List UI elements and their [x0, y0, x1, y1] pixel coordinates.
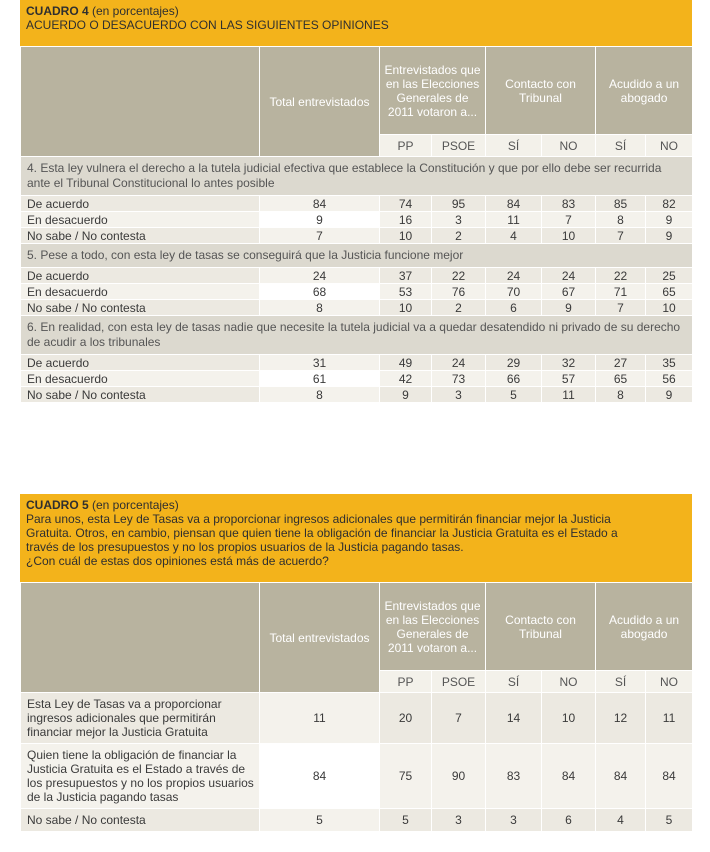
row-value: 12 — [596, 693, 646, 744]
row-value: 7 — [432, 693, 486, 744]
row-value: 84 — [596, 744, 646, 809]
row-value: 42 — [380, 371, 432, 387]
header-no-contact: NO — [542, 671, 596, 693]
header-contact: Contacto con Tribunal — [486, 583, 596, 671]
header-psoe: PSOE — [432, 135, 486, 157]
cuadro-5-text-3: través de los presupuestos y no los propios usuarios de la Justicia pagando tasas. — [26, 540, 464, 554]
header-contact: Contacto con Tribunal — [486, 47, 596, 135]
row-value: 70 — [486, 284, 542, 300]
row-value: 83 — [542, 196, 596, 212]
row-label: No sabe / No contesta — [21, 228, 260, 244]
row-value: 5 — [260, 809, 380, 832]
row-value: 84 — [486, 196, 542, 212]
row-value: 75 — [380, 744, 432, 809]
row-value: 3 — [486, 809, 542, 832]
header-si-contact: SÍ — [486, 671, 542, 693]
question-row — [21, 244, 693, 268]
row-value: 9 — [646, 387, 693, 403]
question-row — [21, 157, 693, 196]
cuadro-4-table — [20, 46, 693, 403]
row-value: 66 — [486, 371, 542, 387]
row-value: 9 — [646, 212, 693, 228]
row-value: 37 — [380, 268, 432, 284]
table-row — [21, 371, 693, 387]
table-row — [21, 809, 693, 832]
row-value: 57 — [542, 371, 596, 387]
row-value: 4 — [486, 228, 542, 244]
row-value: 56 — [646, 371, 693, 387]
cuadro-4-caption — [20, 0, 692, 46]
row-value: 32 — [542, 355, 596, 371]
row-value: 65 — [596, 371, 646, 387]
row-value: 2 — [432, 300, 486, 316]
row-value: 24 — [432, 355, 486, 371]
row-value: 10 — [380, 300, 432, 316]
header-voters: Entrevistados que en las Elecciones Generales de 2011 votaron a... — [380, 47, 486, 135]
row-value: 7 — [596, 228, 646, 244]
row-value: 11 — [542, 387, 596, 403]
row-value: 10 — [646, 300, 693, 316]
row-label: Quien tiene la obligación de financiar la Justicia Gratuita es el Estado a través de los presupuestos y no los propios usuarios de la Justicia pagando tasas — [21, 744, 260, 809]
row-value: 16 — [380, 212, 432, 228]
row-value: 10 — [542, 693, 596, 744]
row-value: 5 — [646, 809, 693, 832]
row-value: 73 — [432, 371, 486, 387]
row-label: De acuerdo — [21, 355, 260, 371]
row-value: 5 — [486, 387, 542, 403]
row-value: 2 — [432, 228, 486, 244]
header-no-lawyer: NO — [646, 135, 693, 157]
question-text: 4. Esta ley vulnera el derecho a la tutela judicial efectiva que establece la Constitución y que por ello debe ser recurrida ante el Tribunal Constitucional lo antes posible — [21, 157, 693, 196]
row-value: 61 — [260, 371, 380, 387]
header-blank — [21, 583, 260, 693]
table-row — [21, 744, 693, 809]
row-value: 7 — [260, 228, 380, 244]
question-text: 5. Pese a todo, con esta ley de tasas se conseguirá que la Justicia funcione mejor — [21, 244, 693, 268]
cuadro-5-question: ¿Con cuál de estas dos opiniones está más de acuerdo? — [26, 554, 329, 568]
header-pp: PP — [380, 671, 432, 693]
row-value: 8 — [596, 212, 646, 228]
row-value: 74 — [380, 196, 432, 212]
header-si-lawyer: SÍ — [596, 135, 646, 157]
table-row — [21, 196, 693, 212]
row-label: Esta Ley de Tasas va a proporcionar ingresos adicionales que permitirán financiar mejor la Justicia Gratuita — [21, 693, 260, 744]
row-value: 14 — [486, 693, 542, 744]
cuadro-5-text-1: Para unos, esta Ley de Tasas va a proporcionar ingresos adicionales que permitirán financiar mejor la Justicia — [26, 512, 611, 526]
row-value: 49 — [380, 355, 432, 371]
cuadro-4-title-note: (en porcentajes) — [88, 4, 179, 18]
row-value: 8 — [260, 387, 380, 403]
header-no-lawyer: NO — [646, 671, 693, 693]
row-value: 10 — [542, 228, 596, 244]
row-value: 22 — [596, 268, 646, 284]
row-value: 84 — [646, 744, 693, 809]
row-label: En desacuerdo — [21, 212, 260, 228]
row-value: 7 — [542, 212, 596, 228]
row-value: 31 — [260, 355, 380, 371]
table-row — [21, 284, 693, 300]
row-value: 3 — [432, 212, 486, 228]
row-value: 9 — [380, 387, 432, 403]
row-value: 11 — [646, 693, 693, 744]
cuadro-5 — [20, 494, 692, 832]
table-row — [21, 693, 693, 744]
row-value: 8 — [260, 300, 380, 316]
table-row — [21, 387, 693, 403]
row-value: 82 — [646, 196, 693, 212]
cuadro-4 — [20, 0, 692, 403]
row-value: 95 — [432, 196, 486, 212]
row-value: 84 — [260, 196, 380, 212]
row-value: 68 — [260, 284, 380, 300]
row-value: 5 — [380, 809, 432, 832]
row-value: 53 — [380, 284, 432, 300]
table-row — [21, 212, 693, 228]
row-value: 3 — [432, 387, 486, 403]
header-si-lawyer: SÍ — [596, 671, 646, 693]
row-value: 3 — [432, 809, 486, 832]
header-lawyer: Acudido a un abogado — [596, 583, 693, 671]
header-voters: Entrevistados que en las Elecciones Generales de 2011 votaron a... — [380, 583, 486, 671]
row-value: 9 — [542, 300, 596, 316]
row-label: En desacuerdo — [21, 284, 260, 300]
row-value: 35 — [646, 355, 693, 371]
row-value: 85 — [596, 196, 646, 212]
row-value: 76 — [432, 284, 486, 300]
header-total: Total entrevistados — [260, 583, 380, 693]
row-value: 24 — [486, 268, 542, 284]
row-label: De acuerdo — [21, 196, 260, 212]
row-value: 9 — [260, 212, 380, 228]
cuadro-4-subtitle: ACUERDO O DESACUERDO CON LAS SIGUIENTES OPINIONES — [26, 18, 389, 32]
row-value: 20 — [380, 693, 432, 744]
header-psoe: PSOE — [432, 671, 486, 693]
row-value: 11 — [486, 212, 542, 228]
row-value: 67 — [542, 284, 596, 300]
header-lawyer: Acudido a un abogado — [596, 47, 693, 135]
row-label: No sabe / No contesta — [21, 300, 260, 316]
row-value: 84 — [260, 744, 380, 809]
row-value: 25 — [646, 268, 693, 284]
header-blank — [21, 47, 260, 157]
table-row — [21, 355, 693, 371]
row-value: 90 — [432, 744, 486, 809]
cuadro-5-text-2: Gratuita. Otros, en cambio, piensan que quien tiene la obligación de financiar la Justicia Gratuita es el Estado a — [26, 526, 618, 540]
header-total: Total entrevistados — [260, 47, 380, 157]
row-value: 9 — [646, 228, 693, 244]
header-pp: PP — [380, 135, 432, 157]
cuadro-4-title: CUADRO 4 — [26, 4, 89, 18]
cuadro-5-table — [20, 582, 693, 832]
cuadro-5-title-note: (en porcentajes) — [88, 498, 179, 512]
row-value: 8 — [596, 387, 646, 403]
row-value: 4 — [596, 809, 646, 832]
row-value: 24 — [260, 268, 380, 284]
cuadro-5-title: CUADRO 5 — [26, 498, 89, 512]
header-no-contact: NO — [542, 135, 596, 157]
table-row — [21, 268, 693, 284]
row-value: 84 — [542, 744, 596, 809]
row-value: 6 — [486, 300, 542, 316]
question-text: 6. En realidad, con esta ley de tasas nadie que necesite la tutela judicial va a quedar desatendido ni privado de su derecho de acudir a los tribunales — [21, 316, 693, 355]
row-value: 27 — [596, 355, 646, 371]
row-value: 6 — [542, 809, 596, 832]
row-label: No sabe / No contesta — [21, 387, 260, 403]
row-value: 22 — [432, 268, 486, 284]
row-value: 24 — [542, 268, 596, 284]
row-value: 83 — [486, 744, 542, 809]
header-si-contact: SÍ — [486, 135, 542, 157]
table-row — [21, 300, 693, 316]
cuadro-5-caption — [20, 494, 692, 582]
row-value: 65 — [646, 284, 693, 300]
row-value: 7 — [596, 300, 646, 316]
row-label: En desacuerdo — [21, 371, 260, 387]
row-value: 29 — [486, 355, 542, 371]
table-row — [21, 228, 693, 244]
row-value: 71 — [596, 284, 646, 300]
question-row — [21, 316, 693, 355]
row-value: 11 — [260, 693, 380, 744]
row-value: 10 — [380, 228, 432, 244]
row-label: No sabe / No contesta — [21, 809, 260, 832]
row-label: De acuerdo — [21, 268, 260, 284]
